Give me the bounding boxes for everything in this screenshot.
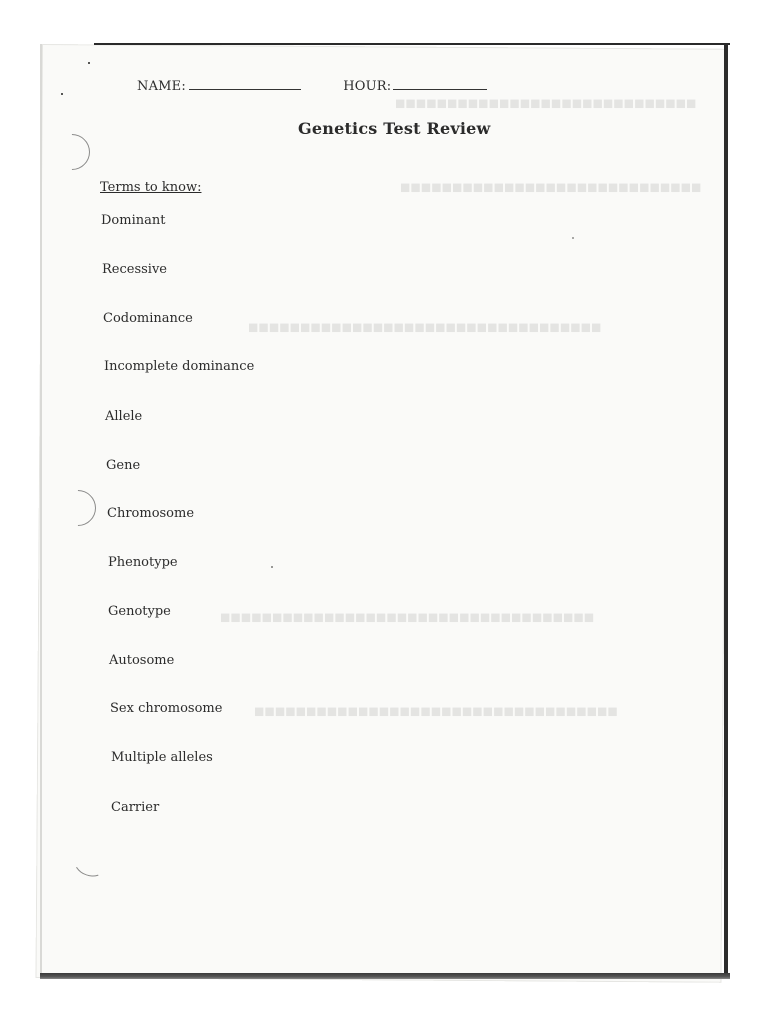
term-item: Multiple alleles [111, 750, 213, 765]
bleed-through-text: ■■■■■■■■■■■■■■■■■■■■■■■■■■■■■ [395, 98, 697, 111]
term-item: Recessive [102, 262, 167, 277]
term-item: Genotype [108, 604, 171, 619]
term-item: Allele [105, 409, 143, 424]
bleed-through-text: ■■■■■■■■■■■■■■■■■■■■■■■■■■■■■ [400, 182, 702, 195]
term-item: Phenotype [108, 555, 178, 570]
term-item: Dominant [101, 213, 166, 228]
bleed-through-text: ■■■■■■■■■■■■■■■■■■■■■■■■■■■■■■■■■■ [248, 322, 602, 335]
hour-label: HOUR: [343, 79, 392, 94]
terms-heading: Terms to know: [100, 180, 202, 195]
term-item: Carrier [111, 800, 160, 815]
bleed-through-text: ■■■■■■■■■■■■■■■■■■■■■■■■■■■■■■■■■■■ [254, 706, 618, 719]
term-item: Chromosome [107, 506, 195, 521]
term-item: Gene [106, 458, 141, 473]
term-item: Autosome [109, 653, 175, 668]
bleed-through-text: ■■■■■■■■■■■■■■■■■■■■■■■■■■■■■■■■■■■■ [220, 612, 595, 625]
name-blank-line [189, 79, 301, 90]
name-label: NAME: [137, 79, 186, 94]
page-title: Genetics Test Review [298, 119, 491, 138]
term-item: Codominance [103, 311, 193, 326]
term-item: Sex chromosome [110, 701, 223, 716]
hour-blank-line [393, 79, 487, 90]
student-info-row [137, 79, 487, 94]
term-item: Incomplete dominance [104, 359, 255, 374]
